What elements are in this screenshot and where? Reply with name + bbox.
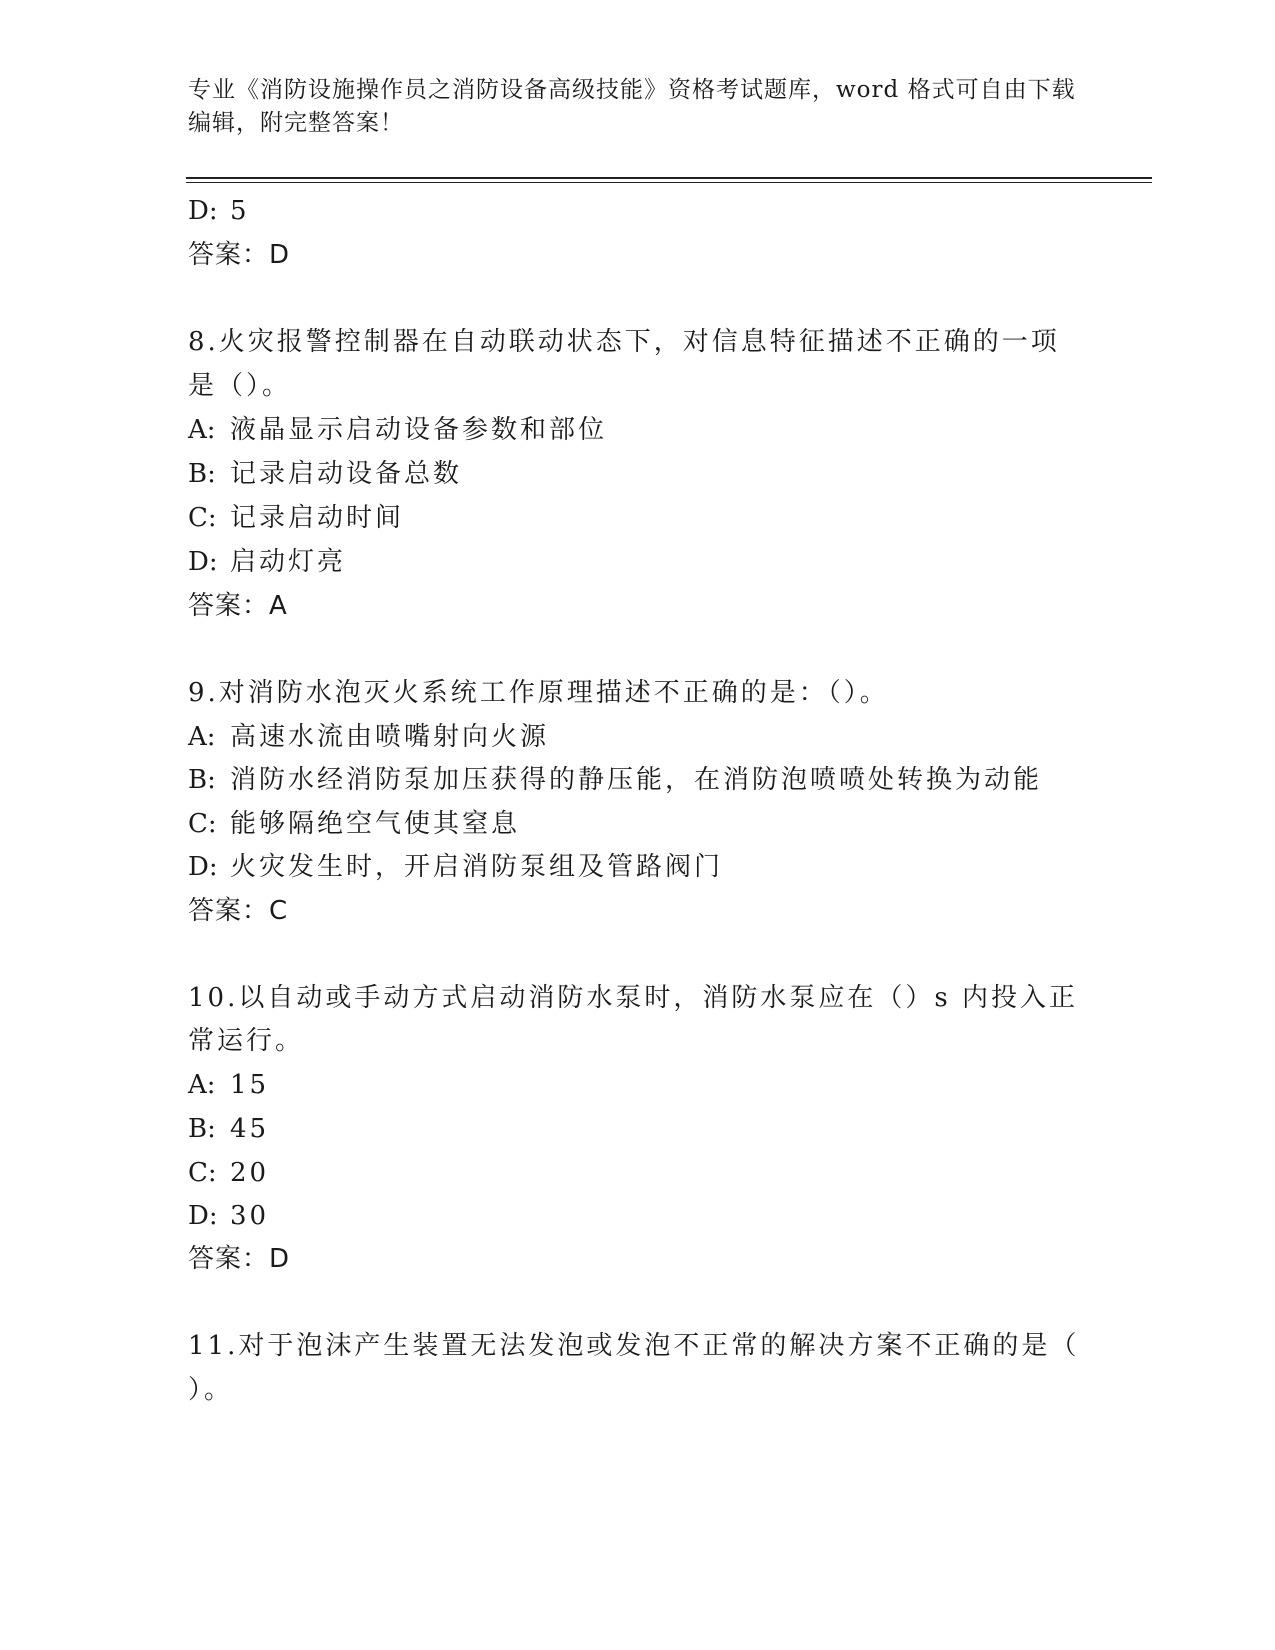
q9-option-a (188, 720, 549, 754)
q9-stem-line1: 9.对消防水泡灭火系统工作原理描述不正确的是：（）。 (188, 678, 889, 708)
header-divider-thin (186, 182, 1152, 183)
option-text: 30 (230, 1201, 270, 1231)
header-divider-thick (186, 177, 1152, 179)
option-text: 20 (230, 1158, 270, 1188)
q11-stem-line1: 11.对于泡沫产生装置无法发泡或发泡不正常的解决方案不正确的是（ (188, 1331, 1080, 1361)
option-text: 45 (230, 1114, 270, 1144)
q9-option-d (188, 850, 723, 884)
q10-option-d (188, 1199, 269, 1233)
q10-option-c (188, 1156, 269, 1190)
option-text: 液晶显示启动设备参数和部位 (230, 415, 608, 445)
prev-answer: 答案：D (188, 240, 291, 270)
q9-option-b (188, 763, 1042, 797)
q8-option-b (188, 457, 462, 491)
q8-stem-line1: 8.火灾报警控制器在自动联动状态下，对信息特征描述不正确的一项 (188, 327, 1060, 357)
option-text: 高速水流由喷嘴射向火源 (230, 722, 550, 752)
q9-option-c (188, 807, 520, 841)
option-text: 火灾发生时，开启消防泵组及管路阀门 (230, 852, 724, 882)
document-header: 专业《消防设施操作员之消防设备高级技能》资格考试题库，word 格式可自由下载编辑，附完整答案！ (188, 77, 1076, 136)
option-text: 记录启动时间 (230, 503, 405, 533)
q10-stem-line1: 10.以自动或手动方式启动消防水泵时，消防水泵应在（）s 内投入正 (188, 983, 1078, 1013)
q10-answer: 答案：D (188, 1244, 291, 1274)
q11-stem-line2: ）。 (188, 1375, 234, 1405)
option-label: A: (188, 415, 216, 445)
option-label: C: (188, 1158, 217, 1188)
option-text: 消防水经消防泵加压获得的静压能，在消防泡喷喷处转换为动能 (230, 765, 1043, 795)
option-text: 启动灯亮 (230, 547, 347, 577)
option-label: B: (188, 459, 216, 489)
prev-option-d (188, 194, 250, 228)
option-label: A: (188, 722, 216, 752)
option-text: 5 (230, 196, 250, 226)
option-label: D: (188, 852, 218, 882)
option-label: A: (188, 1070, 216, 1100)
option-label: D: (188, 1201, 218, 1231)
option-label: B: (188, 1114, 216, 1144)
option-label: C: (188, 503, 217, 533)
q10-option-b (188, 1112, 269, 1146)
option-text: 能够隔绝空气使其窒息 (230, 809, 521, 839)
q9-answer: 答案：C (188, 896, 289, 926)
q8-stem-line2: 是（）。 (188, 371, 292, 401)
q8-option-d (188, 545, 346, 579)
option-label: D: (188, 196, 218, 226)
q10-stem-line2: 常运行。 (188, 1026, 305, 1056)
option-label: B: (188, 765, 216, 795)
option-label: C: (188, 809, 217, 839)
q8-option-a (188, 413, 607, 447)
q8-answer: 答案：A (188, 591, 288, 621)
q10-option-a (188, 1068, 269, 1102)
option-text: 15 (230, 1070, 270, 1100)
option-text: 记录启动设备总数 (230, 459, 463, 489)
q8-option-c (188, 501, 404, 535)
option-label: D: (188, 547, 218, 577)
